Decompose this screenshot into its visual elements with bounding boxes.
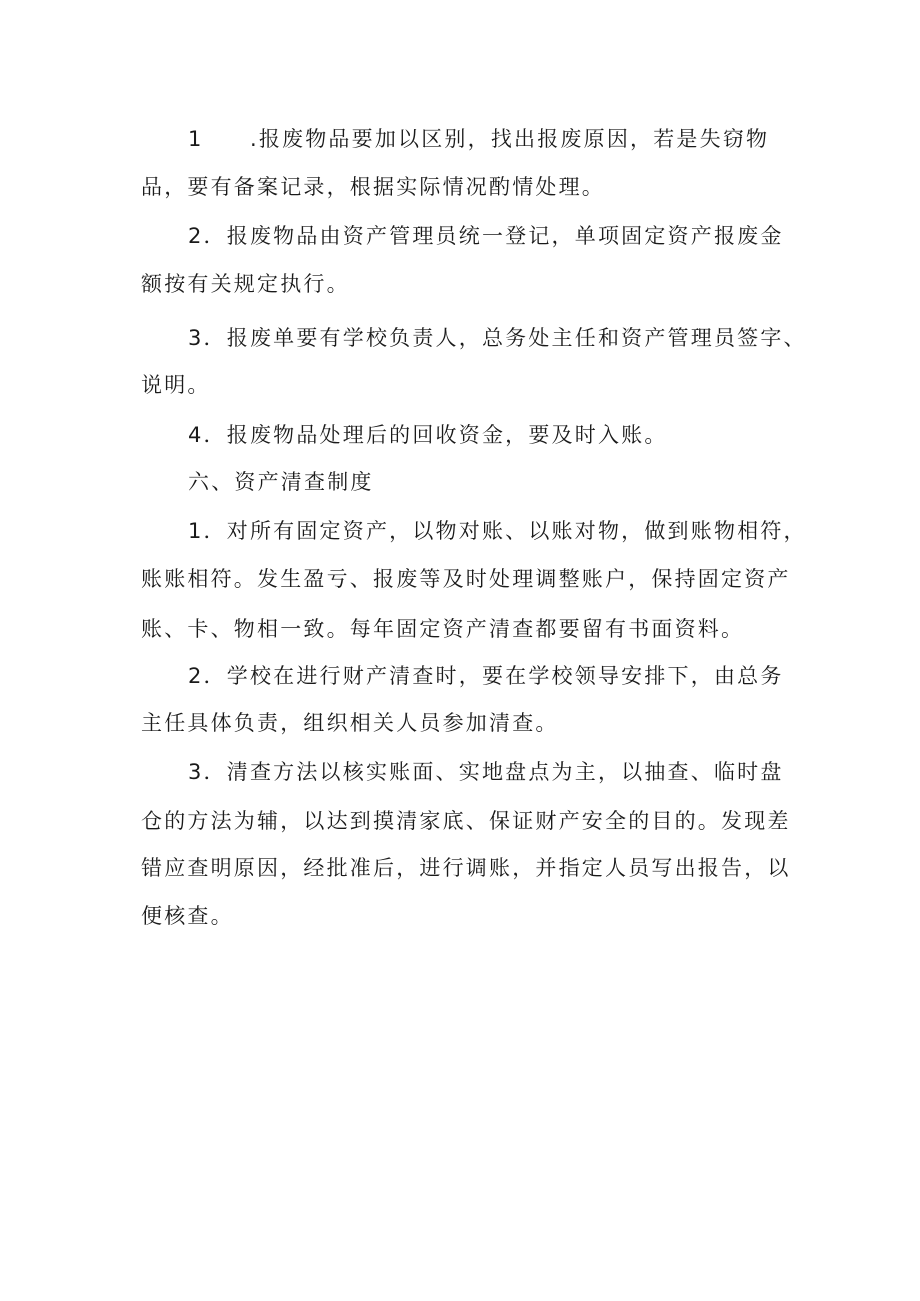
paragraph-scrap-item-1-line-2: 品，要有备案记录，根据实际情况酌情处理。 [141,175,605,199]
paragraph-inventory-item-1-line-2: 账账相符。发生盈亏、报废等及时处理调整账户，保持固定资产 [141,567,791,591]
paragraph-inventory-item-1-line-1: 1．对所有固定资产，以物对账、以账对物，做到账物相符， [188,519,807,543]
paragraph-scrap-item-3-line-1: 3．报废单要有学校负责人，总务处主任和资产管理员签字、 [188,326,807,350]
paragraph-scrap-item-2-line-2: 额按有关规定执行。 [141,272,350,296]
paragraph-inventory-item-2-line-2: 主任具体负责，组织相关人员参加清查。 [141,711,559,735]
paragraph-scrap-item-3-line-2: 说明。 [141,373,211,397]
paragraph-inventory-item-2-line-1: 2．学校在进行财产清查时，要在学校领导安排下，由总务 [188,664,784,688]
paragraph-inventory-item-3-line-4: 便核查。 [141,904,234,928]
paragraph-inventory-item-1-line-3: 账、卡、物相一致。每年固定资产清查都要留有书面资料。 [141,617,745,641]
paragraph-inventory-item-3-line-1: 3．清查方法以核实账面、实地盘点为主，以抽查、临时盘 [188,760,784,784]
paragraph-scrap-item-2-line-1: 2．报废物品由资产管理员统一登记，单项固定资产报废金 [188,224,784,248]
section-heading-asset-inventory: 六、资产清查制度 [188,470,374,494]
paragraph-inventory-item-3-line-2: 仓的方法为辅，以达到摸清家底、保证财产安全的目的。发现差 [141,809,791,833]
paragraph-scrap-item-4: 4．报废物品处理后的回收资金，要及时入账。 [188,423,668,447]
paragraph-scrap-item-1-line-1: 1 .报废物品要加以区别，找出报废原因，若是失窃物 [188,127,770,151]
paragraph-inventory-item-3-line-3: 错应查明原因，经批准后，进行调账，并指定人员写出报告，以 [141,856,791,880]
